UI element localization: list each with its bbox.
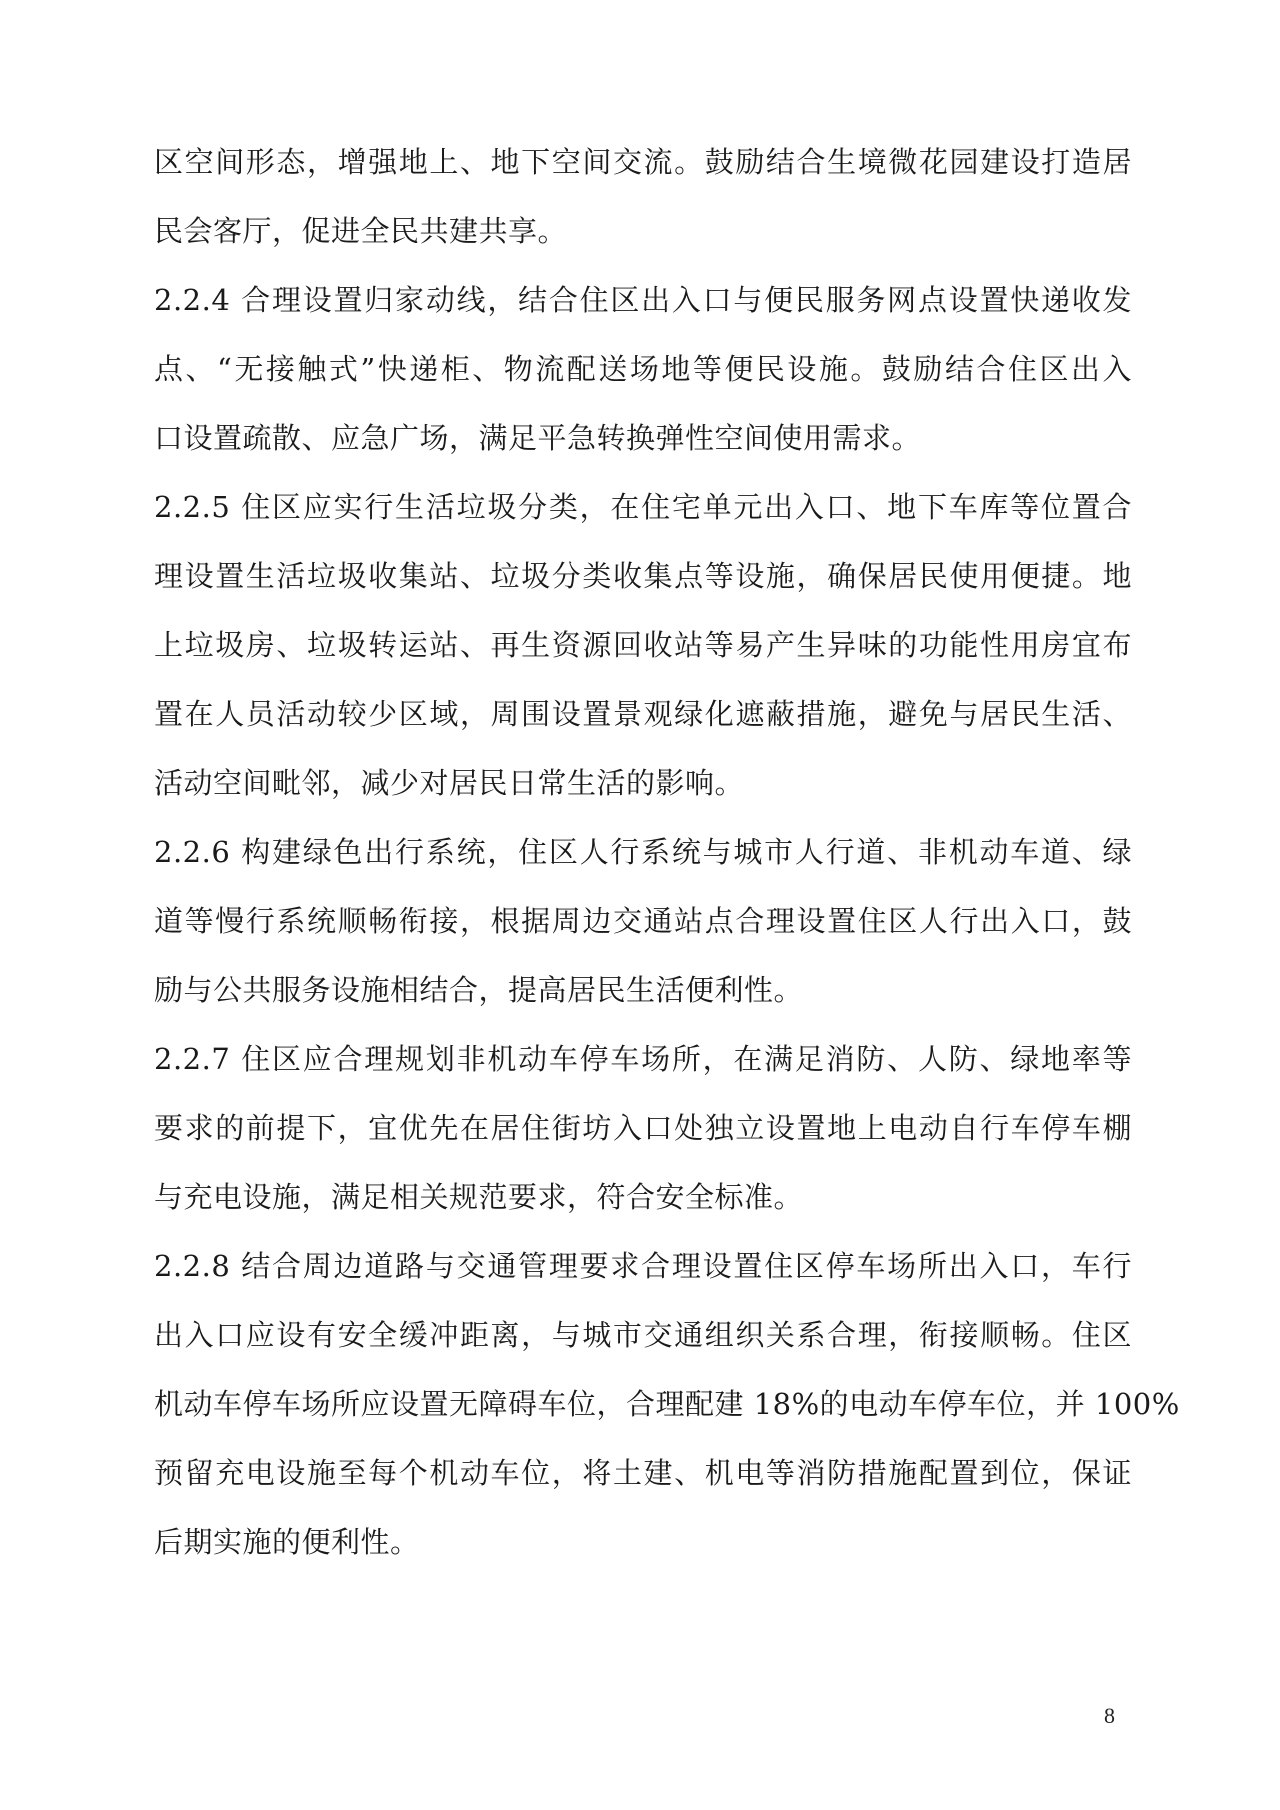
clause-2-2-8-line: 2.2.8 结合周边道路与交通管理要求合理设置住区停车场所出入口，车行 — [154, 1249, 1132, 1283]
clause-2-2-5-line: 上垃圾房、垃圾转运站、再生资源回收站等易产生异味的功能性用房宜布 — [154, 628, 1132, 662]
clause-2-2-4-line: 口设置疏散、应急广场，满足平急转换弹性空间使用需求。 — [154, 421, 922, 455]
clause-2-2-6-line: 励与公共服务设施相结合，提高居民生活便利性。 — [154, 973, 804, 1007]
clause-2-2-6-line: 道等慢行系统顺畅衔接，根据周边交通站点合理设置住区人行出入口，鼓 — [154, 904, 1132, 938]
clause-2-2-8-line: 后期实施的便利性。 — [154, 1525, 420, 1559]
clause-2-2-4-line: 点、“无接触式”快递柜、物流配送场地等便民设施。鼓励结合住区出入 — [154, 352, 1132, 386]
page-number: 8 — [1104, 1703, 1115, 1728]
clause-2-2-7-line: 要求的前提下，宜优先在居住街坊入口处独立设置地上电动自行车停车棚 — [154, 1111, 1132, 1145]
clause-2-2-7-line: 2.2.7 住区应合理规划非机动车停车场所，在满足消防、人防、绿地率等 — [154, 1042, 1132, 1076]
clause-2-2-4-line: 2.2.4 合理设置归家动线，结合住区出入口与便民服务网点设置快递收发 — [154, 283, 1132, 317]
clause-2-2-5-line: 置在人员活动较少区域，周围设置景观绿化遮蔽措施，避免与居民生活、 — [154, 697, 1132, 731]
clause-2-2-7-line: 与充电设施，满足相关规范要求，符合安全标准。 — [154, 1180, 804, 1214]
text-line: 民会客厅，促进全民共建共享。 — [154, 214, 568, 248]
clause-2-2-6-line: 2.2.6 构建绿色出行系统，住区人行系统与城市人行道、非机动车道、绿 — [154, 835, 1132, 869]
clause-2-2-5-line: 理设置生活垃圾收集站、垃圾分类收集点等设施，确保居民使用便捷。地 — [154, 559, 1132, 593]
text-line: 区空间形态，增强地上、地下空间交流。鼓励结合生境微花园建设打造居 — [154, 145, 1132, 179]
clause-2-2-8-line: 机动车停车场所应设置无障碍车位，合理配建 18%的电动车停车位，并 100% — [154, 1387, 1180, 1421]
clause-2-2-5-line: 2.2.5 住区应实行生活垃圾分类，在住宅单元出入口、地下车库等位置合 — [154, 490, 1132, 524]
clause-2-2-8-line: 预留充电设施至每个机动车位，将土建、机电等消防措施配置到位，保证 — [154, 1456, 1132, 1490]
body-text — [154, 128, 1180, 1577]
clause-2-2-5-line: 活动空间毗邻，减少对居民日常生活的影响。 — [154, 766, 745, 800]
clause-2-2-8-line: 出入口应设有安全缓冲距离，与城市交通组织关系合理，衔接顺畅。住区 — [154, 1318, 1132, 1352]
